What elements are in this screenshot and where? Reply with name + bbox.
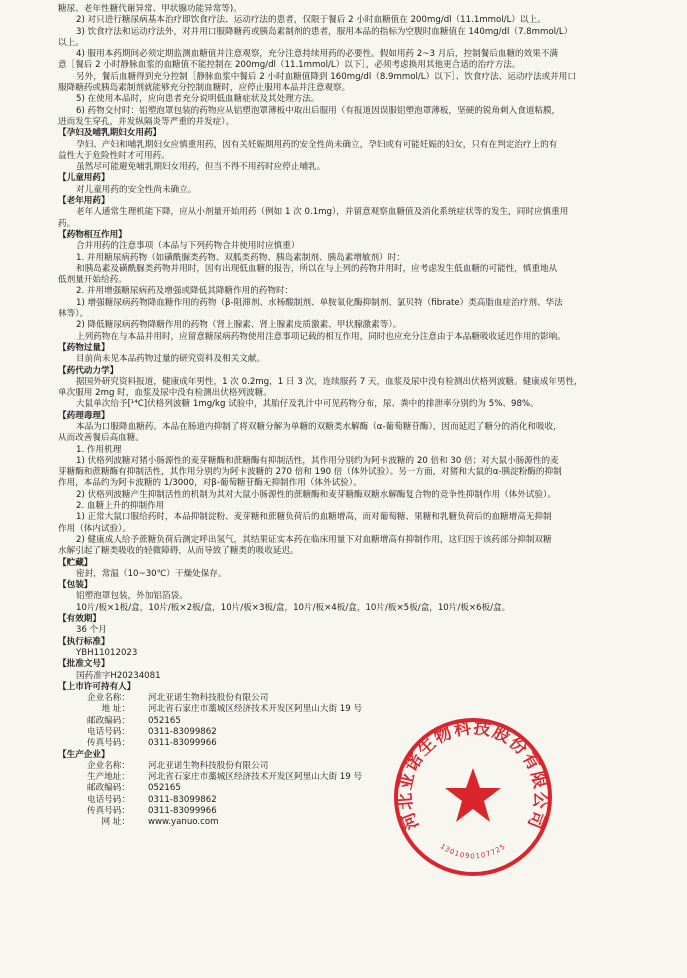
body-lines [58,4,670,693]
section-heading: 【贮藏】 [58,557,93,568]
text-line: 以上。 [58,37,84,48]
section-heading: 【有效期】 [58,614,101,625]
text-line: 作用，本品约为阿卡波糖的 1/3000，对β-葡萄糖苷酶无抑制作用（体外试验）。 [58,478,362,489]
field-label: 电话号码： [87,794,130,805]
seal-company-text: 河北亚诺生物科技股份有限公司 [395,718,551,833]
field-label: 传真号码： [87,806,130,817]
producer-heading: 【生产企业】 [58,749,110,760]
text-line: 36 个月 [76,625,107,636]
section-heading: 【老年用药】 [58,196,110,207]
text-line: 孕妇、产妇和哺乳期妇女应慎重用药，因有关妊娠期用药的安全性尚未确立，孕妇或有可能妊娠的妇女，只有在判定治疗上的有 [76,139,558,150]
section-heading: 【药物过量】 [58,342,110,353]
field-label: 邮政编码： [87,783,130,794]
text-line: 1) 正常大鼠口服给药时，本品抑制淀粉、麦芽糖和蔗糖负荷后的血糖增高，而对葡萄糖、果糖和乳糖负荷后的血糖增高无抑制 [76,512,552,523]
text-line: 4) 服用本药期间必须定期监测血糖值并注意观察，充分注意持续用药的必要性。假如用药 2~3 月后，控制餐后血糖的效果不满 [76,49,559,60]
seal-number: 1301090107725 [438,842,508,861]
text-line: 1) 伏格列波糖对猪小肠源性的麦芽糖酶和蔗糖酶有抑制活性，其作用分别约为阿卡波糖的 20 倍和 30 倍；对大鼠小肠源性的麦 [76,455,559,466]
text-line: 益性大于危险性时才可用药。 [58,150,170,161]
holder-info [58,693,670,749]
seal-star-icon [445,768,501,822]
text-line: 服降糖药或胰岛素制剂就能够充分控制血糖时，应停止服用本品并注意观察。 [58,83,351,94]
producer-row [58,795,670,806]
holder-row [58,738,670,749]
field-value: 河北省石家庄市藁城区经济技术开发区阿里山大街 19 号 [148,704,363,715]
text-line: 1. 并用糖尿病药物（如磺酰脲类药物、双胍类药物、胰岛素制剂、胰岛素增敏剂）时： [76,252,405,263]
field-value: 0311-83099966 [148,738,217,749]
text-line: 目前尚未见本品药物过量的研究资料及相关文献。 [76,354,266,365]
section-heading: 【药理毒理】 [58,410,110,421]
text-line: 2. 并用增强糖尿病药及增强或降低其降糖作用的药物时： [76,286,294,297]
text-line: 单次服用 2mg 时，血浆及尿中没有检测出伏格列波糖。 [58,388,272,399]
text-line: 老年人通常生理机能下降，应从小剂量开始用药（例如 1 次 0.1mg），并留意观察血糖值及消化系统症状等的发生，同时应慎重用 [76,207,569,218]
section-heading: 【儿童用药】 [58,173,110,184]
text-line: 上列药物在与本品并用时，应留意糖尿病药物使用注意事项记载的相互作用，同时也应充分注意由于本品糖吸收延迟作用的影响。 [76,331,566,342]
text-line: 林等）。 [58,309,89,320]
text-line: 芽糖酶和蔗糖酶有抑制活性，其作用分别约为阿卡波糖的 270 倍和 190 倍（体外试验）。另一方面，对猪和大鼠的α-胰淀粉酶的抑制 [58,467,562,478]
text-line: 进而发生穿孔，并发纵隔炎等严重的并发症）。 [58,116,235,127]
text-line: 1) 增强糖尿病药物降血糖作用的药物（β-阻滞剂、水杨酸制剂、单胺氧化酶抑制剂、氯贝特（fibrate）类高脂血症治疗剂、华法 [76,297,563,308]
section-heading: 【包装】 [58,580,93,591]
text-line: 1. 作用机理 [76,444,122,455]
field-value: 052165 [148,783,181,794]
section-heading: 【批准文号】 [58,659,110,670]
producer-row [58,761,670,772]
field-label: 电话号码： [87,727,130,737]
text-line: 大鼠单次给予[¹⁴C]伏格列波糖 1mg/kg 试验中，其胎仔及乳汁中可见药物分布，尿、粪中的排泄率分别约为 5%、98%。 [76,399,539,410]
field-value: 0311-83099862 [148,794,217,805]
field-label: 网 址： [101,817,130,828]
field-value: www.yanuo.com [148,817,219,828]
leaflet-text [58,4,670,829]
text-line: 作用（体内试验）。 [58,523,132,534]
text-line: 铝塑泡罩包装，外加铝箔袋。 [76,591,188,602]
text-line: 10片/板×1板/盒，10片/板×2板/盒，10片/板×3板/盒，10片/板×4板/盒，10片/板×5板/盒，10片/板×6板/盒。 [76,602,511,613]
field-label: 传真号码： [87,738,130,749]
company-seal [392,716,554,878]
text-line: 据国外研究资料报道，健康成年男性，1 次 0.2mg，1 日 3 次，连续服药 7 天，血浆及尿中没有检测出伏格列波糖。健康成年男性， [76,376,583,387]
text-line: 糖尿、老年性糖代谢异常、甲状腺功能异常等)。 [58,4,242,14]
text-line: 本品为口服降血糖药。本品在肠道内抑制了将双糖分解为单糖的双糖类水解酶（α-葡萄糖苷酶），因而延迟了糖分的消化和吸收， [76,421,562,432]
text-line: 2) 降低糖尿病药物降糖作用的药物（肾上腺素、肾上腺素皮质激素、甲状腺激素等）。 [76,320,402,331]
section-heading: 【药物相互作用】 [58,229,127,240]
svg-text:1301090107725 [439,842,508,860]
text-line: 6) 药物交付时：铝塑泡罩包装的药物应从铝塑泡罩薄板中取出后服用（有报道因误服铝塑泡罩薄板，坚硬的锐角刺入食道粘膜， [76,105,561,116]
holder-row [58,693,670,704]
text-line: 密封，常温（10~30℃）干燥处保存。 [76,568,227,579]
text-line: 另外，餐后血糖得到充分控制［静脉血浆中餐后 2 小时血糖值降到 160mg/dl（8.9mmol/L）以下］、饮食疗法、运动疗法或并用口 [76,71,576,82]
text-line: 意［餐后 2 小时静脉血浆的血糖值不能控制在 200mg/dl（11.1mmol/L）以下］，必须考虑换用其他更合适的治疗方法。 [58,60,521,71]
section-heading: 【药代动力学】 [58,365,119,376]
field-value: 河北省石家庄市藁城区经济技术开发区阿里山大街 19 号 [148,772,363,783]
text-line: 虽然尽可能避免哺乳期妇女用药，但当不得不用药时应停止哺乳。 [76,162,326,173]
text-line: 2) 伏格列波糖产生抑制活性的机制为其对大鼠小肠源性的蔗糖酶和麦芽糖酶双糖水解酶复合物的竞争性抑制作用（体外试验）。 [76,489,556,500]
section-heading: 【执行标准】 [58,636,110,647]
field-label: 邮政编码： [87,715,130,726]
text-line: 药。 [58,218,76,229]
field-label: 企业名称： [87,693,130,704]
field-value: 0311-83099862 [148,727,217,737]
holder-row [58,727,670,738]
section-heading: 【孕妇及哺乳期妇女用药】 [58,128,162,139]
text-line: 5) 在使用本品时，应向患者充分说明低血糖症状及其处理方法。 [76,94,320,105]
text-line: 低剂量开始给药。 [58,275,127,286]
field-label: 企业名称： [87,760,130,771]
text-line: 国药准字H20234081 [76,670,161,681]
producer-row [58,783,670,794]
field-label: 地 址： [101,704,130,715]
text-line: 2) 健康成人给予蔗糖负荷后测定呼出氢气，其结果证实本药在临床用量下对血糖增高有抑制作用，这归因于该药部分抑制双糖 [76,534,552,545]
field-label: 生产地址： [87,772,130,783]
producer-row [58,772,670,783]
text-line: 和胰岛素及磺酰脲类药物并用时，因有出现低血糖的报告，所以在与上列的药物并用时，应考虑发生低血糖的可能性，慎重地从 [76,263,558,274]
text-line: YBH11012023 [76,647,138,658]
field-value: 河北亚诺生物科技股份有限公司 [148,693,269,704]
text-line: 2) 对只进行糖尿病基本治疗即饮食疗法、运动疗法的患者，仅限于餐后 2 小时血糖值在 200mg/dl（11.1mmol/L）以上。 [76,15,546,26]
producer-row [58,817,670,828]
text-line: 3) 饮食疗法和运动疗法外，对并用口服降糖药或胰岛素制剂的患者，服用本品的指标为空腹时血糖值在 140mg/dl（7.8mmol/L） [76,26,573,37]
text-line: 对儿童用药的安全性尚未确立。 [76,184,197,195]
field-value: 052165 [148,715,181,726]
section-heading: 【上市许可持有人】 [58,681,136,692]
holder-row [58,704,670,715]
producer-info [58,761,670,829]
text-line: 合并用药的注意事项（本品与下列药物合并使用时应慎重） [76,241,300,252]
field-value: 河北亚诺生物科技股份有限公司 [148,760,269,771]
text-line: 2. 血糖上升的抑制作用 [76,501,165,512]
text-line: 水解引起了糖类吸收的轻微障碍，从而导致了糖类的吸收延迟。 [58,546,299,557]
holder-row [58,716,670,727]
text-line: 从而改善餐后高血糖。 [58,433,144,444]
field-value: 0311-83099966 [148,806,217,817]
producer-row [58,806,670,817]
